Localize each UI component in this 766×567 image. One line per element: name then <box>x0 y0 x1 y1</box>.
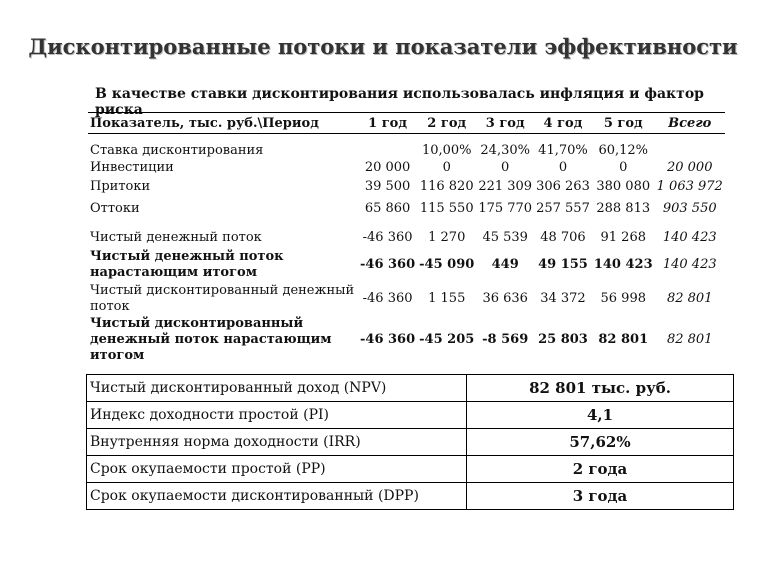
cell: 257 557 <box>536 201 590 216</box>
cell: 140 423 <box>662 257 717 272</box>
table-row <box>88 282 725 316</box>
cell: 82 801 <box>666 291 713 306</box>
cell: 140 423 <box>593 257 653 272</box>
header-cell: 1 год <box>358 113 417 134</box>
cell: 0 <box>558 159 568 175</box>
cell: 39 500 <box>364 179 411 194</box>
summary-table <box>86 374 734 510</box>
cash-flow-table <box>88 112 725 364</box>
cell: 288 813 <box>596 201 651 216</box>
summary-value: 2 года <box>467 456 734 483</box>
cell <box>655 142 725 159</box>
table-row <box>88 159 725 176</box>
summary-value: 4,1 <box>467 402 734 429</box>
cell: -46 360 <box>360 257 416 272</box>
summary-row <box>87 402 734 429</box>
cell: -8 569 <box>482 332 529 347</box>
row-label: Ставка дисконтирования <box>90 142 264 158</box>
cell: 41,70% <box>538 142 588 158</box>
summary-row <box>87 483 734 510</box>
cell: -45 090 <box>419 257 475 272</box>
cell: 221 309 <box>478 179 533 194</box>
row-label: Чистый дисконтированный денежный поток нарастающим итогом <box>90 315 332 363</box>
summary-label: Чистый дисконтированный доход (NPV) <box>87 375 467 402</box>
cell: 380 080 <box>596 179 651 194</box>
table-row <box>88 228 725 248</box>
table-row <box>88 198 725 220</box>
cell: 306 263 <box>536 179 590 194</box>
header-cell: 4 год <box>534 113 592 134</box>
cell: 24,30% <box>480 142 530 158</box>
table-header-row <box>88 113 725 134</box>
summary-label: Внутренняя норма доходности (IRR) <box>87 429 467 456</box>
cell: 25 803 <box>538 332 588 347</box>
cell: 1 270 <box>428 230 466 245</box>
cell: 45 539 <box>482 230 528 245</box>
summary-row <box>87 375 734 402</box>
cell: 20 000 <box>364 159 411 175</box>
summary-row <box>87 456 734 483</box>
cell: 48 706 <box>540 230 586 245</box>
cell: 0 <box>442 159 451 175</box>
row-label: Чистый дисконтированный денежный поток <box>90 282 355 314</box>
subtitle: В качестве ставки дисконтирования использовалась инфляция и фактор риска <box>95 86 704 118</box>
header-cell: 2 год <box>417 113 476 134</box>
row-label: Притоки <box>90 179 151 194</box>
header-cell: 3 год <box>476 113 534 134</box>
cell: 65 860 <box>364 201 411 216</box>
cell <box>358 142 417 159</box>
table-row <box>88 142 725 159</box>
cell: 82 801 <box>666 332 713 347</box>
cell: 903 550 <box>662 201 717 216</box>
summary-label: Срок окупаемости дисконтированный (DPP) <box>87 483 467 510</box>
cell: 0 <box>501 159 510 175</box>
row-label: Оттоки <box>90 201 140 216</box>
cell: 1 063 972 <box>656 179 723 194</box>
cell: 115 550 <box>419 201 474 216</box>
cell: 116 820 <box>419 179 474 194</box>
row-label: Чистый денежный поток нарастающим итогом <box>90 248 284 280</box>
summary-label: Индекс доходности простой (PI) <box>87 402 467 429</box>
row-label: Инвестиции <box>90 159 174 175</box>
cell: 10,00% <box>421 142 472 158</box>
cell: 34 372 <box>540 291 586 306</box>
table-row <box>88 316 725 364</box>
cell: 1 155 <box>428 291 466 306</box>
cell: 60,12% <box>598 142 649 158</box>
cell: 56 998 <box>600 291 646 306</box>
header-cell: 5 год <box>592 113 655 134</box>
cell: 91 268 <box>600 230 646 245</box>
cell: 20 000 <box>666 159 713 175</box>
page-title: Дисконтированные потоки и показатели эффективности <box>28 34 738 59</box>
cell: -45 205 <box>419 332 475 347</box>
summary-row <box>87 429 734 456</box>
summary-value: 82 801 тыс. руб. <box>467 375 734 402</box>
cell: -46 360 <box>362 230 413 245</box>
cell: -46 360 <box>360 332 416 347</box>
cell: -46 360 <box>362 291 413 306</box>
cell: 82 801 <box>598 332 649 347</box>
cell: 49 155 <box>538 257 588 272</box>
cell: 140 423 <box>662 230 717 245</box>
row-label: Чистый денежный поток <box>90 230 262 245</box>
summary-value: 3 года <box>467 483 734 510</box>
table-row <box>88 176 725 198</box>
table-row <box>88 248 725 282</box>
summary-label: Срок окупаемости простой (PP) <box>87 456 467 483</box>
cell: 0 <box>619 159 628 175</box>
cell: 175 770 <box>478 201 533 216</box>
cell: 36 636 <box>482 291 528 306</box>
cell: 449 <box>491 257 519 272</box>
header-cell: Всего <box>655 113 725 134</box>
summary-value: 57,62% <box>467 429 734 456</box>
header-cell: Показатель, тыс. руб.\Период <box>88 113 358 134</box>
